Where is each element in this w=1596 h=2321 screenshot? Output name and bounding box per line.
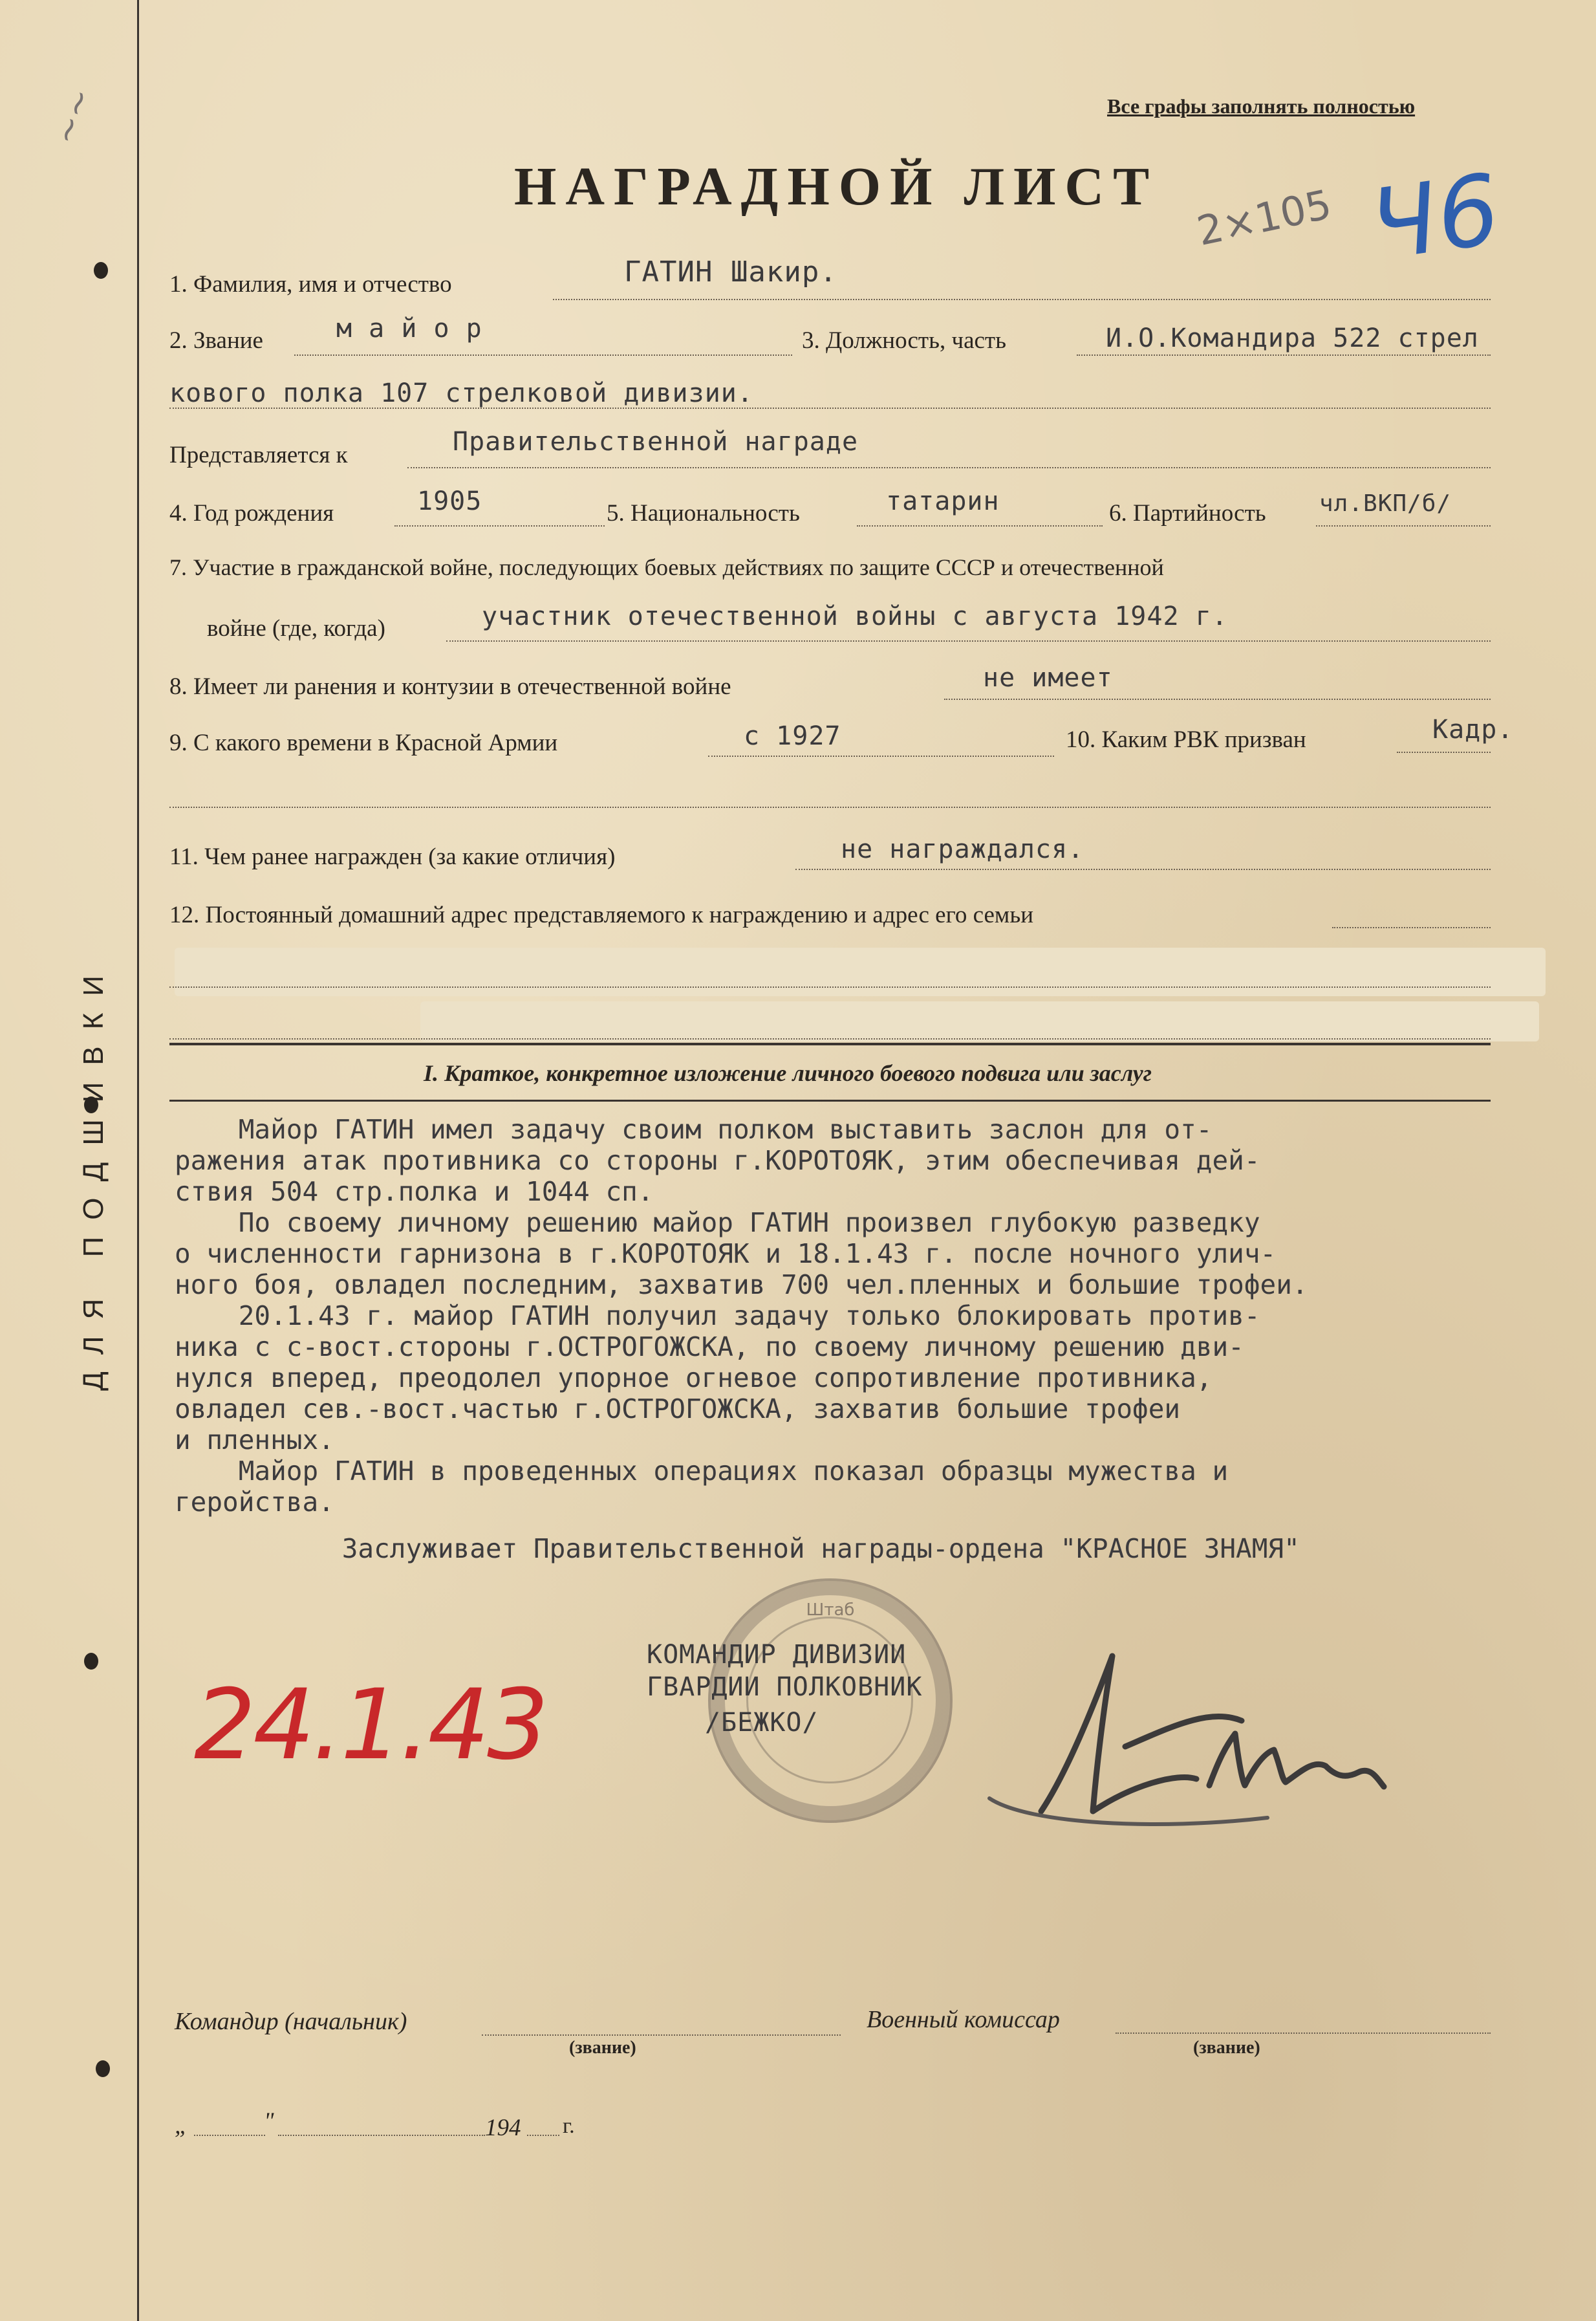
date-month-underline xyxy=(278,2135,485,2136)
field-10-label: 10. Каким РВК призван xyxy=(1066,726,1306,753)
field-4-label: 4. Год рождения xyxy=(169,500,334,527)
commander-label: Командир (начальник) xyxy=(175,2008,407,2035)
field-8-value: не имеет xyxy=(983,663,1113,693)
field-2-label: 2. Звание xyxy=(169,327,263,354)
merit-line: геройства. xyxy=(175,1487,334,1518)
field-9-value: с 1927 xyxy=(744,721,841,751)
page-title: НАГРАДНОЙ ЛИСТ xyxy=(514,157,1159,217)
binding-side-label: ДЛЯ ПОДШИВКИ xyxy=(78,959,109,1391)
handwritten-signature xyxy=(964,1617,1429,1850)
field-6-value: чл.ВКП/б/ xyxy=(1319,490,1452,517)
field-7-underline xyxy=(446,640,1491,642)
field-1-underline xyxy=(553,299,1491,300)
merit-line: о численности гарнизона в г.КОРОТОЯК и 18.1.43 г. после ночного улич- xyxy=(175,1238,1277,1269)
field-2-underline xyxy=(294,354,792,356)
signature-title-line1: КОМАНДИР ДИВИЗИИ xyxy=(647,1640,907,1670)
merit-line: нулся вперед, преодолел упорное огневое сопротивление противника, xyxy=(175,1362,1213,1393)
field-5-value: татарин xyxy=(886,486,1000,516)
binding-hole xyxy=(84,1653,98,1670)
field-6-underline xyxy=(1316,525,1491,527)
merit-line: ника с с-вост.стороны г.ОСТРОГОЖСКА, по своему личному решению дви- xyxy=(175,1331,1244,1362)
field-12-underline xyxy=(1332,927,1491,928)
date-year-underline xyxy=(527,2135,559,2136)
date-quote-close: " xyxy=(264,2108,274,2135)
archive-number-note: 2×105 xyxy=(1192,180,1336,256)
field-10-underline xyxy=(1397,752,1491,753)
field-7-label-line1: 7. Участие в гражданской войне, последующих боевых действиях по защите СССР и отечественной xyxy=(169,554,1164,580)
field-1-label: 1. Фамилия, имя и отчество xyxy=(169,271,452,298)
signature-name: /БЕЖКО/ xyxy=(705,1708,819,1738)
field-9-underline xyxy=(708,756,1054,757)
field-2-value: м а й о р xyxy=(336,314,482,343)
field-3-underline xyxy=(1077,354,1491,356)
binding-hole xyxy=(96,2060,110,2077)
field-11-label: 11. Чем ранее награжден (за какие отличия) xyxy=(169,844,616,870)
field-11-underline xyxy=(795,869,1491,870)
field-12-underline-3 xyxy=(169,1038,1491,1040)
merit-line: ражения атак противника со стороны г.КОРОТОЯК, этим обеспечивая дей- xyxy=(175,1145,1260,1176)
redacted-address xyxy=(175,948,1546,996)
merit-line: ствия 504 стр.полка и 1044 сп. xyxy=(175,1176,654,1207)
merit-line: По своему личному решению майор ГАТИН произвел глубокую разведку xyxy=(175,1207,1260,1238)
field-6-label: 6. Партийность xyxy=(1109,500,1266,527)
field-1-value: ГАТИН Шакир. xyxy=(624,256,837,289)
field-5-underline xyxy=(857,525,1103,527)
field-9-label: 9. С какого времени в Красной Армии xyxy=(169,730,558,756)
handwritten-red-date: 24.1.43 xyxy=(194,1669,546,1782)
merit-line: овладел сев.-вост.частью г.ОСТРОГОЖСКА, захватив большие трофеи xyxy=(175,1393,1181,1424)
signature-title-line2: ГВАРДИИ ПОЛКОВНИК xyxy=(647,1672,923,1702)
field-10-value: Кадр. xyxy=(1432,715,1514,745)
merit-line: 20.1.43 г. майор ГАТИН получил задачу только блокировать против- xyxy=(175,1300,1260,1331)
merit-line: Майор ГАТИН имел задачу своим полком выставить заслон для от- xyxy=(175,1114,1213,1145)
section-heading: I. Краткое, конкретное изложение личного боевого подвига или заслуг xyxy=(424,1060,1152,1086)
field-3-value-line2: кового полка 107 стрелковой дивизии. xyxy=(169,378,753,408)
presented-underline xyxy=(407,467,1491,468)
commissar-underline xyxy=(1116,2032,1491,2034)
binding-margin-line xyxy=(137,0,139,2321)
merit-line: Майор ГАТИН в проведенных операциях показал образцы мужества и xyxy=(175,1455,1229,1487)
fill-all-note: Все графы заполнять полностью xyxy=(1107,94,1416,118)
pencil-annotation: ~~ xyxy=(45,83,102,150)
merit-line: ного боя, овладел последним, захватив 700 чел.пленных и большие трофеи. xyxy=(175,1269,1308,1300)
field-4-value: 1905 xyxy=(417,486,482,516)
field-5-label: 5. Национальность xyxy=(607,500,800,527)
redacted-address-2 xyxy=(420,1001,1539,1041)
binding-hole xyxy=(94,262,108,279)
blue-pencil-mark: Ч6 xyxy=(1363,153,1507,283)
field-3-label: 3. Должность, часть xyxy=(802,327,1006,354)
date-quote-open: „ xyxy=(175,2113,188,2139)
commissar-rank-hint: (звание) xyxy=(1193,2038,1260,2058)
presented-value: Правительственной награде xyxy=(453,427,859,457)
field-7-value: участник отечественной войны с августа 1942 г. xyxy=(482,602,1228,631)
merit-line: и пленных. xyxy=(175,1424,334,1455)
field-12-label: 12. Постоянный домашний адрес представляемого к награждению и адрес его семьи xyxy=(169,902,1033,928)
section-rule-top xyxy=(169,1043,1491,1045)
presented-label: Представляется к xyxy=(169,442,348,468)
date-year-suffix: г. xyxy=(563,2114,575,2138)
date-year-prefix: 194 xyxy=(485,2115,521,2141)
field-12-underline-2 xyxy=(169,986,1491,988)
field-3-value-line1: И.О.Командира 522 стрел xyxy=(1106,323,1479,353)
commissar-label: Военный комиссар xyxy=(867,2006,1060,2033)
field-8-underline xyxy=(944,699,1491,700)
field-7-label-line2: войне (где, когда) xyxy=(207,615,385,642)
official-stamp: Штаб xyxy=(708,1578,953,1823)
field-4-underline xyxy=(394,525,605,527)
commander-rank-hint: (звание) xyxy=(569,2038,636,2058)
field-11-value: не награждался. xyxy=(841,834,1084,864)
commander-underline xyxy=(482,2034,841,2036)
date-day-underline xyxy=(194,2135,265,2136)
field-10-underline-2 xyxy=(169,807,1491,808)
merit-line: Заслуживает Правительственной награды-ордена "КРАСНОЕ ЗНАМЯ" xyxy=(278,1533,1300,1564)
section-rule-bottom xyxy=(169,1100,1491,1102)
field-8-label: 8. Имеет ли ранения и контузии в отечественной войне xyxy=(169,673,731,700)
